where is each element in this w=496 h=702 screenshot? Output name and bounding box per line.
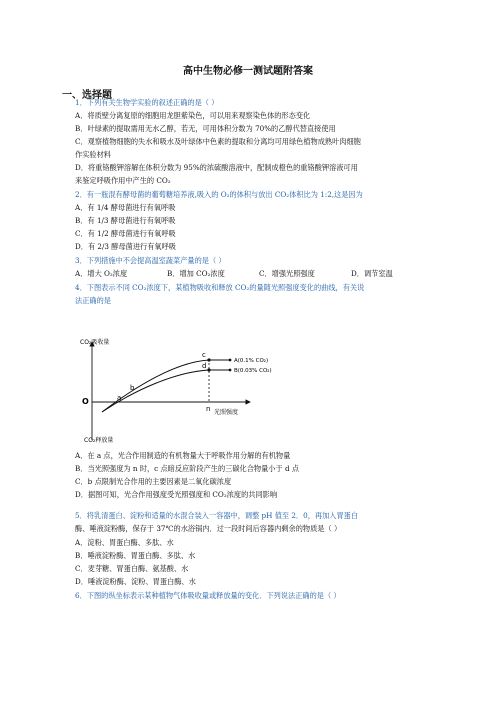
co2-light-curve-diagram — [80, 332, 320, 444]
question-1-option-a: A．将质壁分离复原的细胞用龙胆紫染色，可以用来观察染色体的形态变化 — [75, 111, 311, 120]
curve-a — [102, 360, 230, 412]
curve-a-end-marker — [229, 359, 232, 362]
question-2-option-c: C．有 1/2 酵母菌进行有氧呼吸 — [75, 229, 176, 238]
point-b-label: b — [130, 384, 135, 392]
question-1-option-c-cont: 作实验材料 — [75, 150, 111, 159]
question-5-option-a: A．淀粉、胃蛋白酶、多肽、水 — [75, 538, 174, 547]
question-5-option-b: B．唾液淀粉酶、胃蛋白酶、多肽、水 — [75, 551, 196, 560]
question-6-stem: 6．下图的纵坐标表示某种植物气体吸收量或释放量的变化．下列说法正确的是（ ） — [75, 591, 341, 600]
question-3-option-a: A．增大 O₂浓度 — [75, 269, 128, 278]
question-1-option-d-cont: 来鉴定呼吸作用中产生的 CO₂ — [75, 176, 171, 185]
question-1-stem: 1．下列有关生物学实验的叙述正确的是（ ） — [75, 98, 219, 107]
question-5-stem: 5．将乳清蛋白、淀粉和适量的水混合装入一容器中，调整 pH 值至 2．0，再加入胃蛋白 — [75, 511, 359, 520]
question-5-option-c: C．麦芽糖、胃蛋白酶、氨基酸、水 — [75, 564, 189, 573]
point-c-label: c — [202, 351, 206, 359]
question-4-option-a: A．在 a 点，光合作用制造的有机物量大于呼吸作用分解的有机物量 — [75, 451, 291, 460]
question-3-option-d: D．调节室温 — [351, 269, 393, 278]
question-2-option-b: B．有 1/3 酵母菌进行有氧呼吸 — [75, 216, 176, 225]
curve-b-end-marker — [229, 369, 232, 372]
x-axis-label: 光照强度 — [214, 409, 239, 416]
curve-a-label: A(0.1% CO₂) — [234, 358, 269, 364]
question-2-option-a: A．有 1/4 酵母菌进行有氧呼吸 — [75, 203, 176, 212]
point-d-marker — [207, 368, 210, 371]
question-4-option-d: D．据图可知，光合作用强度受光照强度和 CO₂浓度的共同影响 — [75, 490, 278, 499]
question-5-stem-cont: 酶、唾液淀粉酶，保存于 37℃的水浴锅内．过一段时间后容器内剩余的物质是（ ） — [75, 524, 342, 533]
y-axis-top-label: CO₂吸收量 — [80, 339, 110, 346]
curve-b-label: B(0.03% CO₂) — [234, 368, 272, 374]
question-4-option-b: B．当光照强度为 n 时，c 点暗反应阶段产生的三碳化合物量小于 d 点 — [75, 464, 300, 473]
section-heading: 一、选择题 — [62, 90, 112, 101]
page-title: 高中生物必修一测试题附答案 — [183, 66, 313, 77]
question-4-stem: 4．下图表示不同 CO₂浓度下，某植物吸收和释放 CO₂的量随光照强度变化的曲线，有关说 — [75, 283, 365, 292]
point-d-label: d — [202, 362, 207, 370]
origin-label: O — [82, 397, 89, 406]
question-3-options — [75, 269, 393, 278]
y-axis-bottom-label: CO₂释放量 — [84, 437, 114, 444]
question-2-stem: 2．有一瓶混有酵母菌的葡萄糖培养液,吸入的 O₂的体积与放出 CO₂体积比为 1:2,这是因为 — [75, 190, 363, 199]
question-4-stem-cont: 法正确的是 — [75, 296, 111, 305]
question-3-option-c: C．增强光照强度 — [259, 269, 315, 278]
question-3-option-b: B．增加 CO₂浓度 — [167, 269, 225, 278]
question-1-option-d: D．将重铬酸钾溶解在体积分数为 95%的浓硫酸溶液中，配制成橙色的重铬酸钾溶液可用 — [75, 163, 358, 172]
question-5-option-d: D．唾液淀粉酶、淀粉、胃蛋白酶、水 — [75, 577, 196, 586]
n-label: n — [206, 405, 211, 413]
point-a-label: a — [117, 394, 122, 402]
question-4-option-c: C．b 点限制光合作用的主要因素是二氧化碳浓度 — [75, 477, 232, 486]
point-c-marker — [207, 358, 210, 361]
curve-b — [102, 370, 230, 412]
question-3-stem: 3．下列措施中不会提高温室蔬菜产量的是（ ） — [75, 256, 226, 265]
question-1-option-c: C．观察植物细胞的失水和吸水及叶绿体中色素的提取和分离均可用绿色植物成熟叶肉细胞 — [75, 137, 361, 146]
question-1-option-b: B．叶绿素的提取需用无水乙醇，若无，可用体积分数为 70%的乙醇代替直接使用 — [75, 124, 336, 133]
question-2-option-d: D．有 2/3 酵母菌进行有氧呼吸 — [75, 242, 176, 251]
